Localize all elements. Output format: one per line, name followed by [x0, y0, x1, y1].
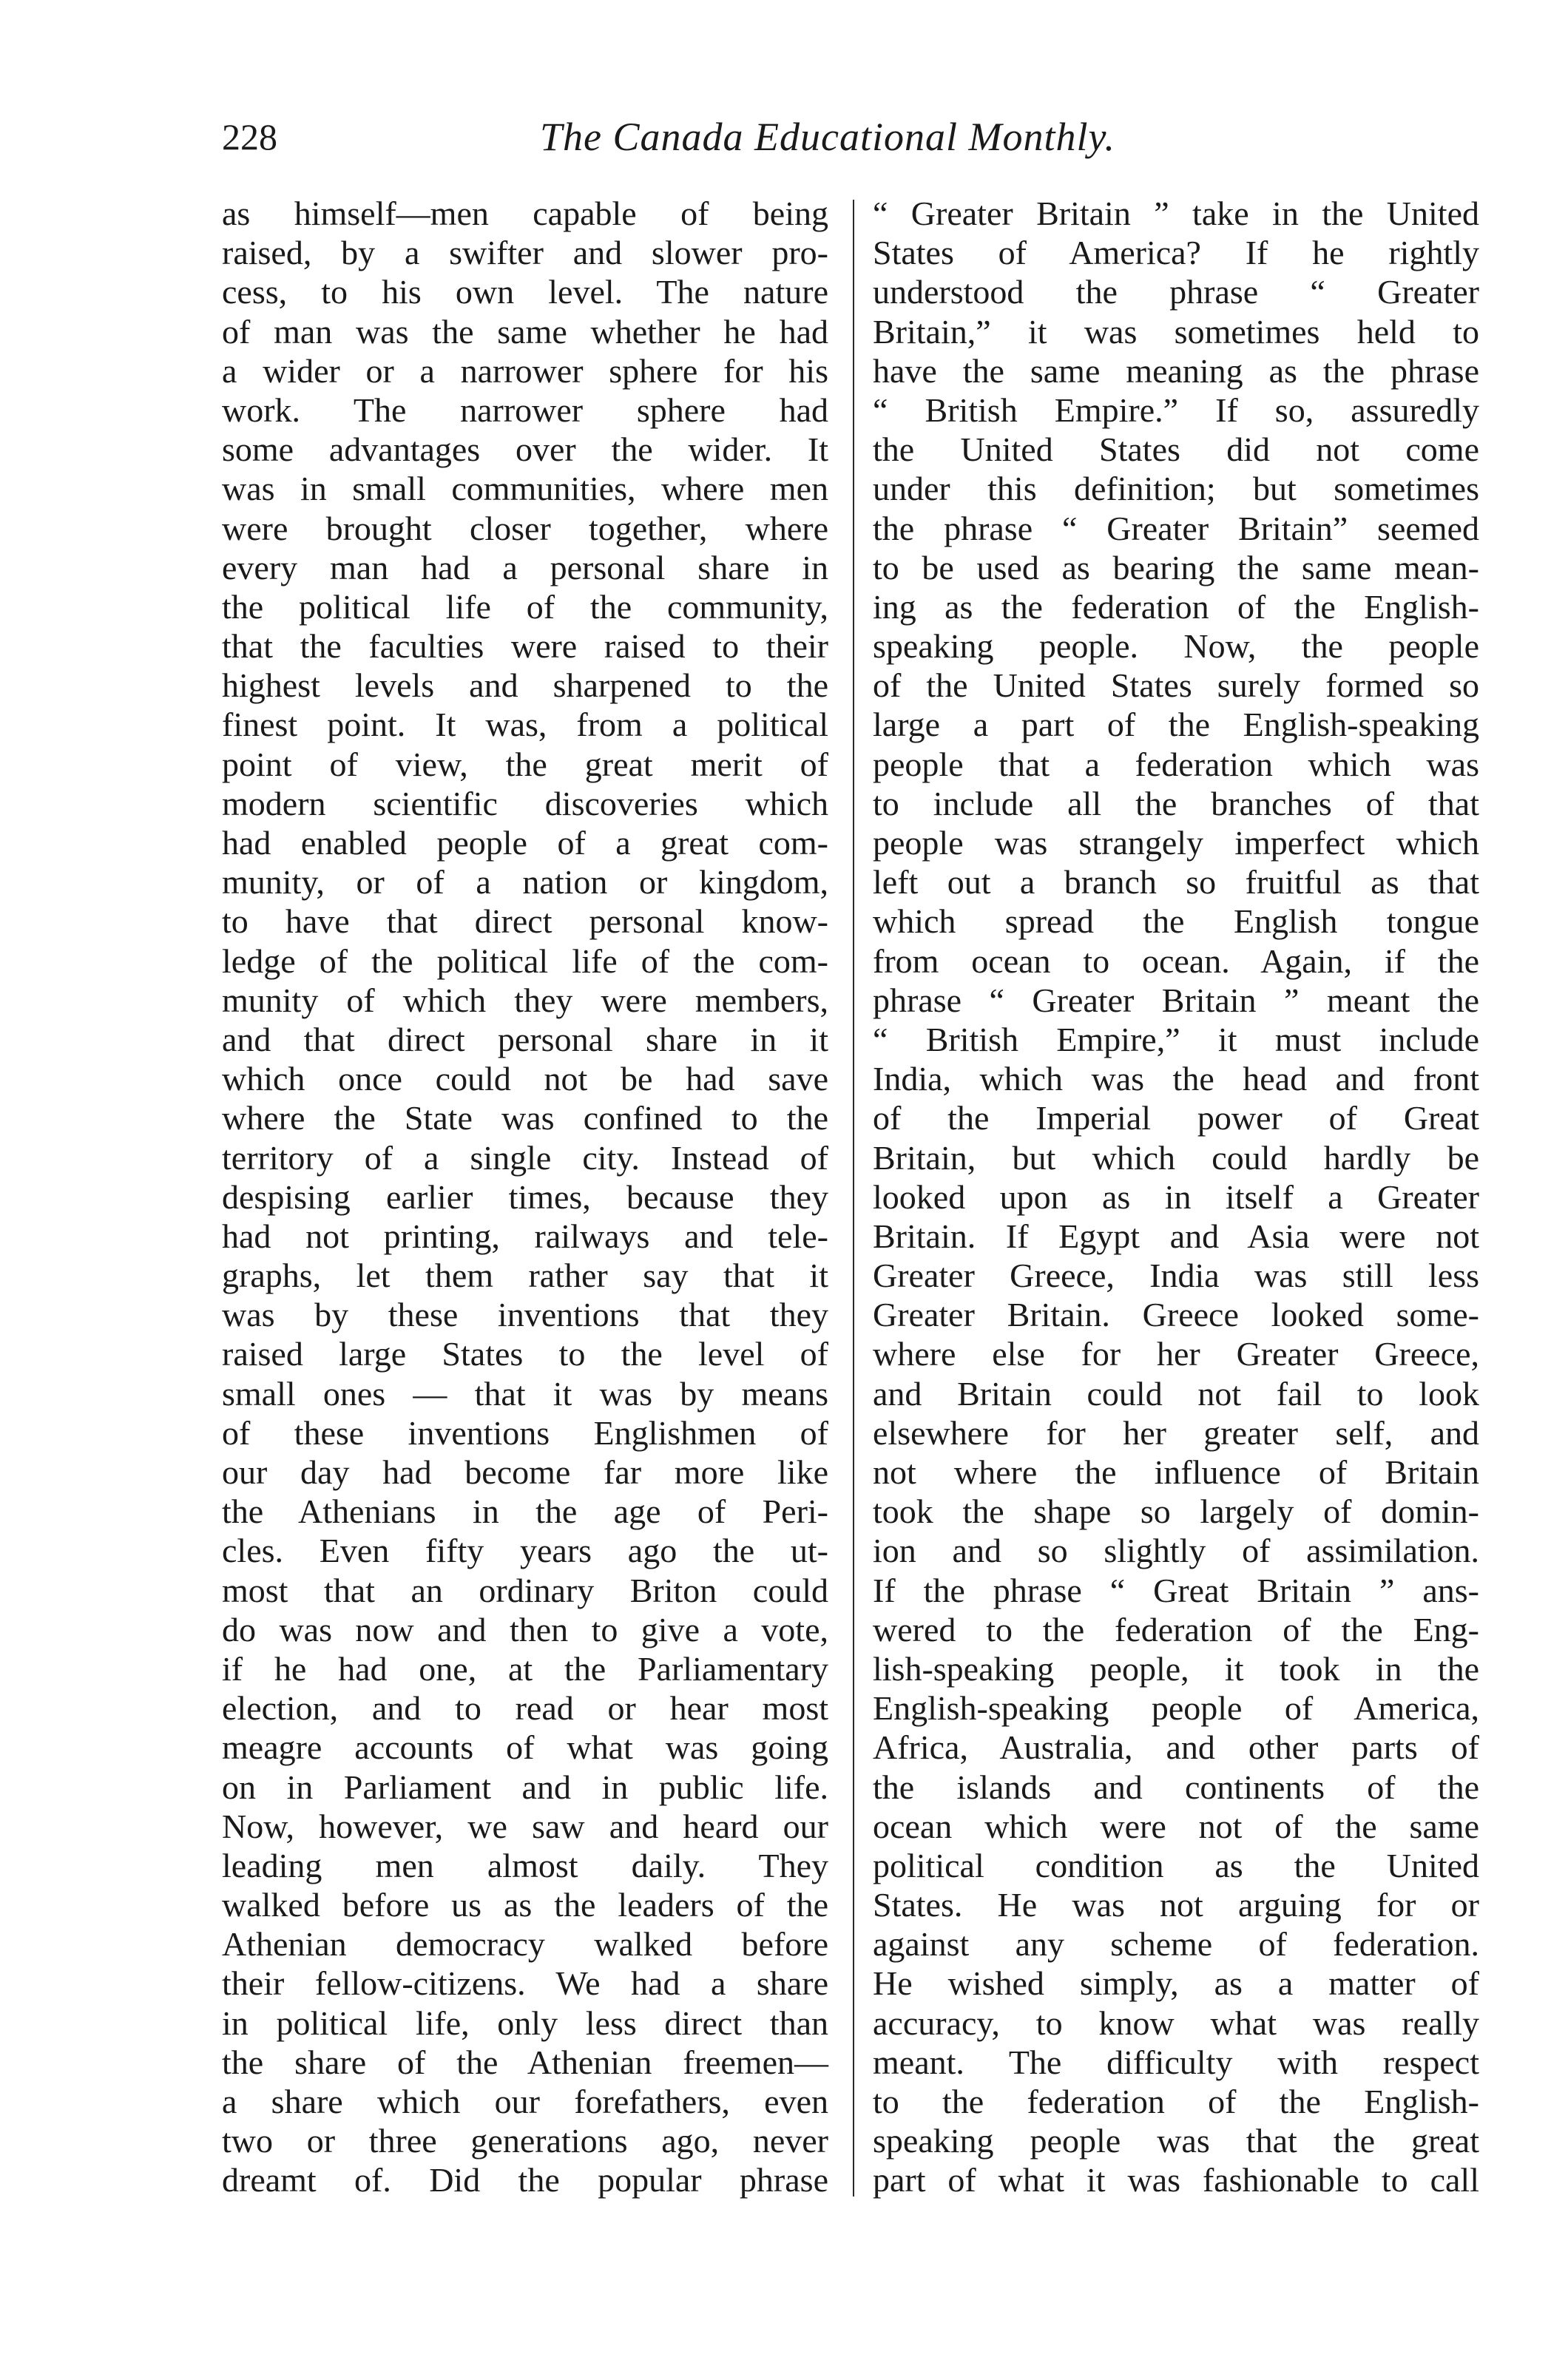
page-header: [222, 104, 1479, 170]
text-line: despising earlier times, because they: [222, 1177, 828, 1216]
text-line: ing as the federation of the English-: [873, 587, 1479, 626]
text-line: the islands and continents of the: [873, 1768, 1479, 1806]
text-line: were brought closer together, where: [222, 509, 828, 547]
text-line: speaking people was that the great: [873, 2122, 1479, 2160]
text-line: raised, by a swifter and slower pro-: [222, 234, 828, 272]
text-line: not where the influence of Britain: [873, 1453, 1479, 1491]
text-line: Britain. If Egypt and Asia were not: [873, 1217, 1479, 1255]
text-line: Athenian democracy walked before: [222, 1925, 828, 1964]
text-line: “ British Empire.” If so, assuredly: [873, 390, 1479, 429]
text-line: the Athenians in the age of Peri-: [222, 1492, 828, 1531]
text-line: had not printing, railways and tele-: [222, 1217, 828, 1255]
text-line: every man had a personal share in: [222, 548, 828, 586]
text-line: have the same meaning as the phrase: [873, 351, 1479, 390]
text-line: “ British Empire,” it must include: [873, 1020, 1479, 1058]
text-line: in political life, only less direct than: [222, 2003, 828, 2042]
text-line: and Britain could not fail to look: [873, 1374, 1479, 1413]
text-line: dreamt of. Did the popular phrase: [222, 2161, 828, 2199]
text-line: was in small communities, where men: [222, 470, 828, 508]
running-title: The Canada Educational Monthly.: [540, 115, 1115, 159]
text-line: ledge of the political life of the com-: [222, 941, 828, 980]
text-line: India, which was the head and front: [873, 1060, 1479, 1098]
text-line: wered to the federation of the Eng-: [873, 1610, 1479, 1648]
text-line: took the shape so largely of domin-: [873, 1492, 1479, 1531]
text-line: accuracy, to know what was really: [873, 2003, 1479, 2042]
text-line: highest levels and sharpened to the: [222, 666, 828, 705]
text-line: the phrase “ Greater Britain” seemed: [873, 509, 1479, 547]
text-line: of the United States surely formed so: [873, 666, 1479, 705]
text-line: graphs, let them rather say that it: [222, 1257, 828, 1295]
text-line: on in Parliament and in public life.: [222, 1768, 828, 1806]
text-line: most that an ordinary Briton could: [222, 1571, 828, 1609]
text-line: elsewhere for her greater self, and: [873, 1413, 1479, 1452]
text-line: had enabled people of a great com-: [222, 824, 828, 862]
text-line: if he had one, at the Parliamentary: [222, 1649, 828, 1688]
text-line: phrase “ Greater Britain ” meant the: [873, 981, 1479, 1019]
text-line: Greater Britain. Greece looked some-: [873, 1296, 1479, 1334]
text-line: people was strangely imperfect which: [873, 824, 1479, 862]
text-line: ocean which were not of the same: [873, 1807, 1479, 1845]
text-line: that the faculties were raised to their: [222, 627, 828, 666]
text-line: do was now and then to give a vote,: [222, 1610, 828, 1648]
text-line: which spread the English tongue: [873, 902, 1479, 941]
text-line: Africa, Australia, and other parts of: [873, 1728, 1479, 1767]
text-line: election, and to read or hear most: [222, 1689, 828, 1728]
text-line: He wished simply, as a matter of: [873, 1964, 1479, 2003]
text-line: a wider or a narrower sphere for his: [222, 351, 828, 390]
text-line: raised large States to the level of: [222, 1335, 828, 1373]
text-line: political condition as the United: [873, 1846, 1479, 1884]
text-line: understood the phrase “ Greater: [873, 273, 1479, 311]
text-line: finest point. It was, from a political: [222, 706, 828, 744]
text-line: Britain, but which could hardly be: [873, 1138, 1479, 1177]
text-line: lish-speaking people, it took in the: [873, 1649, 1479, 1688]
text-line: where the State was confined to the: [222, 1099, 828, 1137]
text-line: If the phrase “ Great Britain ” ans-: [873, 1571, 1479, 1609]
text-line: Now, however, we saw and heard our: [222, 1807, 828, 1845]
text-line: to be used as bearing the same mean-: [873, 548, 1479, 586]
left-text-column: [222, 194, 828, 2205]
text-line: to include all the branches of that: [873, 784, 1479, 822]
right-text-column: [873, 194, 1479, 2205]
text-line: speaking people. Now, the people: [873, 627, 1479, 666]
text-line: and that direct personal share in it: [222, 1020, 828, 1058]
text-line: territory of a single city. Instead of: [222, 1138, 828, 1177]
text-line: a share which our forefathers, even: [222, 2083, 828, 2120]
text-line: the political life of the community,: [222, 587, 828, 626]
text-line: English-speaking people of America,: [873, 1689, 1479, 1728]
text-line: against any scheme of federation.: [873, 1925, 1479, 1964]
text-line: Britain,” it was sometimes held to: [873, 312, 1479, 351]
column-divider: [853, 200, 854, 2197]
text-line: was by these inventions that they: [222, 1296, 828, 1334]
text-line: to have that direct personal know-: [222, 902, 828, 941]
text-line: leading men almost daily. They: [222, 1846, 828, 1884]
text-line: two or three generations ago, never: [222, 2122, 828, 2160]
text-line: which once could not be had save: [222, 1060, 828, 1098]
text-line: walked before us as the leaders of the: [222, 1886, 828, 1924]
text-line: meant. The difficulty with respect: [873, 2043, 1479, 2081]
page-number: 228: [222, 116, 277, 158]
text-line: of these inventions Englishmen of: [222, 1413, 828, 1452]
text-line: their fellow-citizens. We had a share: [222, 1964, 828, 2003]
text-line: from ocean to ocean. Again, if the: [873, 941, 1479, 980]
text-line: as himself—men capable of being: [222, 195, 828, 232]
text-line: Greater Greece, India was still less: [873, 1257, 1479, 1295]
text-line: where else for her Greater Greece,: [873, 1335, 1479, 1373]
text-line: States. He was not arguing for or: [873, 1886, 1479, 1924]
text-line: some advantages over the wider. It: [222, 430, 828, 469]
text-line: looked upon as in itself a Greater: [873, 1177, 1479, 1216]
text-line: munity of which they were members,: [222, 981, 828, 1019]
text-line: “ Greater Britain ” take in the United: [873, 195, 1479, 232]
text-line: left out a branch so fruitful as that: [873, 863, 1479, 902]
text-line: part of what it was fashionable to call: [873, 2161, 1479, 2199]
text-line: the share of the Athenian freemen—: [222, 2043, 828, 2081]
text-line: people that a federation which was: [873, 745, 1479, 783]
text-line: point of view, the great merit of: [222, 745, 828, 783]
text-line: under this definition; but sometimes: [873, 470, 1479, 508]
text-line: munity, or of a nation or kingdom,: [222, 863, 828, 902]
text-line: the United States did not come: [873, 430, 1479, 469]
text-line: ion and so slightly of assimilation.: [873, 1532, 1479, 1570]
text-line: of the Imperial power of Great: [873, 1099, 1479, 1137]
text-line: States of America? If he rightly: [873, 234, 1479, 272]
text-line: work. The narrower sphere had: [222, 390, 828, 429]
text-line: our day had become far more like: [222, 1453, 828, 1491]
text-line: modern scientific discoveries which: [222, 784, 828, 822]
text-line: large a part of the English-speaking: [873, 706, 1479, 744]
text-line: to the federation of the English-: [873, 2083, 1479, 2120]
text-line: meagre accounts of what was going: [222, 1728, 828, 1767]
text-line: small ones — that it was by means: [222, 1374, 828, 1413]
text-line: cess, to his own level. The nature: [222, 273, 828, 311]
text-line: cles. Even fifty years ago the ut-: [222, 1532, 828, 1570]
text-line: of man was the same whether he had: [222, 312, 828, 351]
